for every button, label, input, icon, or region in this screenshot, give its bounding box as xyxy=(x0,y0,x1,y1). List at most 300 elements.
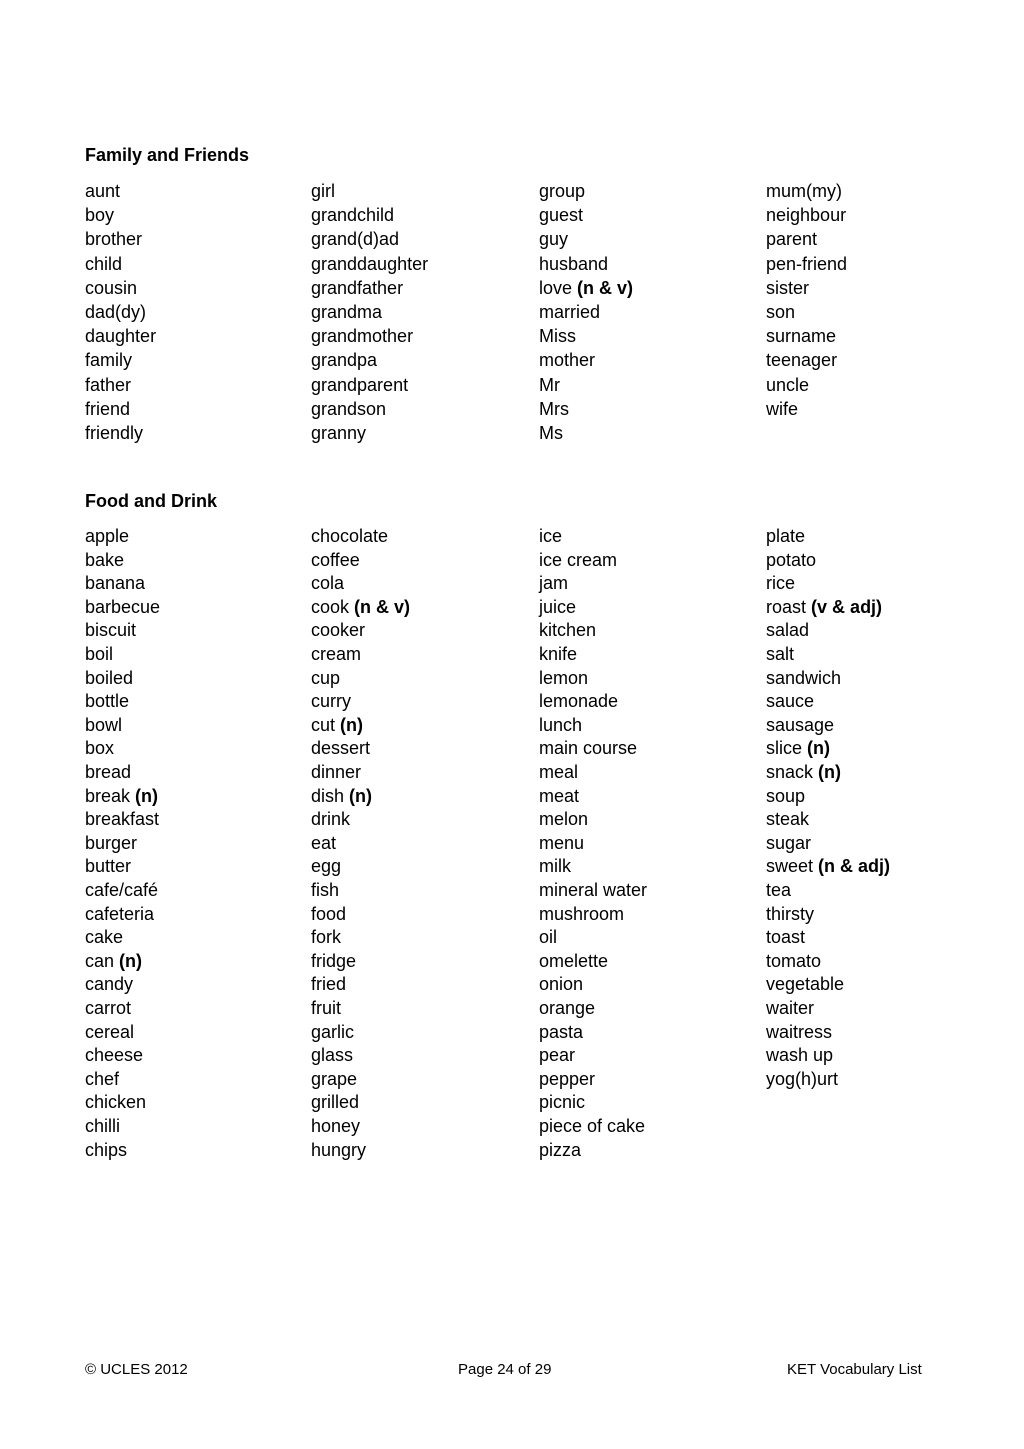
vocab-word-text: cook xyxy=(311,597,350,617)
vocab-word-text: chocolate xyxy=(311,526,389,546)
vocab-word-text: sauce xyxy=(766,691,815,711)
vocab-word-text: sweet xyxy=(766,856,814,876)
vocab-word-text: hungry xyxy=(311,1140,367,1160)
vocab-word xyxy=(85,738,114,758)
vocab-word-text: married xyxy=(539,302,601,322)
vocab-word-text: granddaughter xyxy=(311,254,429,274)
vocab-word-text: tomato xyxy=(766,951,822,971)
vocab-word xyxy=(539,1045,575,1065)
vocab-word-text: break xyxy=(85,786,131,806)
vocab-word-text: cake xyxy=(85,927,124,947)
vocab-word-text: barbecue xyxy=(85,597,161,617)
vocab-word-text: boiled xyxy=(85,668,134,688)
vocab-word xyxy=(85,550,124,570)
vocab-word xyxy=(85,1069,119,1089)
vocab-word-text: father xyxy=(85,375,132,395)
vocab-word xyxy=(539,229,568,249)
vocab-word-text: knife xyxy=(539,644,578,664)
vocab-word-text: parent xyxy=(766,229,818,249)
vocab-word-text: dinner xyxy=(311,762,362,782)
vocab-word xyxy=(766,350,837,370)
vocab-word-text: slice xyxy=(766,738,803,758)
vocab-word xyxy=(85,1045,143,1065)
vocab-word xyxy=(539,302,600,322)
vocab-word xyxy=(85,1022,134,1042)
vocab-word-text: picnic xyxy=(539,1092,586,1112)
part-of-speech-tag: (n) xyxy=(135,786,159,806)
vocab-word-text: cheese xyxy=(85,1045,144,1065)
vocab-word xyxy=(766,1069,838,1089)
vocab-word-text: mushroom xyxy=(539,904,625,924)
vocab-word xyxy=(311,856,341,876)
vocab-word xyxy=(766,254,847,274)
vocab-word xyxy=(539,375,560,395)
vocab-word-text: boil xyxy=(85,644,114,664)
vocab-word-text: cafe/café xyxy=(85,880,159,900)
vocab-word xyxy=(539,526,562,546)
vocab-word-text: breakfast xyxy=(85,809,160,829)
vocab-word xyxy=(766,526,805,546)
vocab-word-text: coffee xyxy=(311,550,360,570)
vocab-word xyxy=(311,927,341,947)
vocab-word xyxy=(85,423,143,443)
vocab-word-text: waitress xyxy=(766,1022,833,1042)
vocab-word-text: pizza xyxy=(539,1140,582,1160)
vocab-word-text: grandson xyxy=(311,399,387,419)
vocab-word xyxy=(311,1140,366,1160)
vocab-word xyxy=(85,904,154,924)
vocab-word-text: chips xyxy=(85,1140,128,1160)
vocab-word xyxy=(766,998,814,1018)
vocab-word-text: box xyxy=(85,738,115,758)
vocab-word-text: teenager xyxy=(766,350,838,370)
vocab-word xyxy=(766,786,805,806)
vocab-word-text: mineral water xyxy=(539,880,648,900)
vocab-word-text: candy xyxy=(85,974,134,994)
vocab-word-text: banana xyxy=(85,573,146,593)
vocab-word-text: meat xyxy=(539,786,580,806)
vocab-word xyxy=(766,762,841,782)
vocab-word xyxy=(311,762,361,782)
vocab-word xyxy=(85,597,160,617)
vocab-word-text: family xyxy=(85,350,133,370)
vocab-word xyxy=(85,302,146,322)
vocab-word xyxy=(766,927,805,947)
vocab-word-text: son xyxy=(766,302,796,322)
vocab-word xyxy=(311,620,365,640)
vocab-word xyxy=(766,302,795,322)
vocab-word xyxy=(85,375,131,395)
vocab-word-text: butter xyxy=(85,856,132,876)
vocab-word xyxy=(311,974,346,994)
part-of-speech-tag: (n) xyxy=(818,762,842,782)
vocab-word xyxy=(311,715,363,735)
vocab-word-text: sausage xyxy=(766,715,835,735)
vocab-word xyxy=(539,691,618,711)
vocab-word-text: soup xyxy=(766,786,806,806)
vocab-word xyxy=(85,856,131,876)
vocab-word-text: wife xyxy=(766,399,799,419)
vocab-word-text: fridge xyxy=(311,951,357,971)
vocab-word-text: fried xyxy=(311,974,347,994)
vocab-word-text: bowl xyxy=(85,715,123,735)
vocab-word xyxy=(85,644,113,664)
vocab-word xyxy=(85,951,142,971)
vocab-word xyxy=(311,1045,353,1065)
vocab-word-text: potato xyxy=(766,550,817,570)
vocab-word xyxy=(539,1069,595,1089)
vocab-word-text: friendly xyxy=(85,423,144,443)
vocab-word-text: snack xyxy=(766,762,814,782)
vocab-word-text: wash up xyxy=(766,1045,834,1065)
vocab-word xyxy=(539,833,584,853)
vocab-word xyxy=(85,326,156,346)
vocab-word xyxy=(85,809,159,829)
vocab-word-text: chilli xyxy=(85,1116,121,1136)
vocab-word-text: chef xyxy=(85,1069,120,1089)
vocab-word xyxy=(766,620,809,640)
vocab-word-text: thirsty xyxy=(766,904,815,924)
vocab-word-text: cafeteria xyxy=(85,904,155,924)
vocab-word-text: aunt xyxy=(85,181,121,201)
vocab-word xyxy=(766,974,844,994)
vocab-word-text: fork xyxy=(311,927,342,947)
vocab-word xyxy=(85,668,133,688)
vocab-word-text: onion xyxy=(539,974,584,994)
vocab-word xyxy=(311,181,335,201)
vocab-word-text: grandchild xyxy=(311,205,395,225)
vocab-word-text: surname xyxy=(766,326,837,346)
vocab-word-text: waiter xyxy=(766,998,815,1018)
vocab-word-text: dad(dy) xyxy=(85,302,147,322)
vocab-word xyxy=(85,229,142,249)
vocab-word-text: apple xyxy=(85,526,130,546)
vocab-word-text: dessert xyxy=(311,738,371,758)
vocab-word xyxy=(539,1092,585,1112)
vocab-word-text: glass xyxy=(311,1045,354,1065)
vocab-word-text: food xyxy=(311,904,347,924)
vocab-word xyxy=(539,620,596,640)
vocab-word xyxy=(539,668,588,688)
vocab-word-text: chicken xyxy=(85,1092,147,1112)
vocab-word-text: cut xyxy=(311,715,336,735)
vocab-word-text: child xyxy=(85,254,123,274)
vocab-word-text: friend xyxy=(85,399,131,419)
part-of-speech-tag: (n) xyxy=(349,786,373,806)
vocab-word xyxy=(85,620,136,640)
vocab-word-text: rice xyxy=(766,573,796,593)
vocab-word xyxy=(85,278,137,298)
vocab-word-text: granny xyxy=(311,423,367,443)
vocab-word xyxy=(85,786,158,806)
vocab-word xyxy=(85,974,133,994)
footer-document-title: KET Vocabulary List xyxy=(787,1361,922,1378)
vocab-word-text: brother xyxy=(85,229,143,249)
vocab-word-text: fruit xyxy=(311,998,342,1018)
vocab-word-text: burger xyxy=(85,833,138,853)
vocab-word xyxy=(85,833,137,853)
vocab-word xyxy=(766,880,791,900)
section-title-food-and-drink: Food and Drink xyxy=(85,491,217,511)
vocab-word xyxy=(311,998,341,1018)
vocab-word xyxy=(766,644,794,664)
vocab-word xyxy=(539,904,624,924)
vocab-word xyxy=(539,278,633,298)
vocab-word xyxy=(85,715,122,735)
vocab-word xyxy=(311,951,356,971)
vocab-word xyxy=(311,1116,360,1136)
vocab-word xyxy=(85,762,131,782)
vocab-word-text: Ms xyxy=(539,423,563,443)
vocab-word-text: yog(h)urt xyxy=(766,1069,839,1089)
footer-copyright: © UCLES 2012 xyxy=(85,1361,188,1378)
vocab-word xyxy=(539,738,637,758)
vocab-word xyxy=(539,715,582,735)
vocab-word-text: oil xyxy=(539,927,558,947)
vocab-word-text: carrot xyxy=(85,998,132,1018)
vocab-word-text: grape xyxy=(311,1069,358,1089)
vocab-word-text: drink xyxy=(311,809,351,829)
vocab-word xyxy=(766,904,814,924)
vocab-word-text: kitchen xyxy=(539,620,597,640)
vocab-word xyxy=(311,573,344,593)
vocab-word xyxy=(311,644,361,664)
part-of-speech-tag: (n & v) xyxy=(577,278,634,298)
vocab-word-text: melon xyxy=(539,809,589,829)
vocab-word-text: grandmother xyxy=(311,326,414,346)
vocab-word xyxy=(85,254,122,274)
vocab-word-text: salt xyxy=(766,644,795,664)
vocab-word xyxy=(766,399,798,419)
vocab-word xyxy=(766,205,846,225)
vocab-word-text: pear xyxy=(539,1045,576,1065)
vocab-word xyxy=(311,1022,354,1042)
vocab-word-text: girl xyxy=(311,181,336,201)
vocab-word-text: daughter xyxy=(85,326,157,346)
vocab-word-text: dish xyxy=(311,786,345,806)
vocab-word-text: menu xyxy=(539,833,585,853)
vocab-word xyxy=(311,278,403,298)
vocab-word-text: fish xyxy=(311,880,340,900)
vocab-word-text: juice xyxy=(539,597,577,617)
section-title-family-and-friends: Family and Friends xyxy=(85,145,250,165)
part-of-speech-tag: (n & adj) xyxy=(818,856,891,876)
vocab-word xyxy=(539,350,595,370)
vocab-word xyxy=(539,856,571,876)
vocab-word-text: sugar xyxy=(766,833,812,853)
vocab-word xyxy=(539,573,568,593)
vocab-word-text: grilled xyxy=(311,1092,360,1112)
vocab-word xyxy=(766,738,830,758)
vocab-word xyxy=(766,1022,832,1042)
vocab-word xyxy=(311,326,413,346)
vocab-word xyxy=(539,880,647,900)
vocab-word xyxy=(766,856,890,876)
vocab-word xyxy=(539,423,563,443)
vocab-word-text: cereal xyxy=(85,1022,135,1042)
vocab-word xyxy=(539,254,608,274)
vocab-word-text: vegetable xyxy=(766,974,845,994)
vocab-word-text: grandma xyxy=(311,302,383,322)
vocab-word-text: piece of cake xyxy=(539,1116,646,1136)
vocab-word xyxy=(85,1140,127,1160)
vocab-word xyxy=(539,1116,645,1136)
vocab-word-text: grandpa xyxy=(311,350,378,370)
vocab-word xyxy=(539,974,583,994)
vocab-word-text: honey xyxy=(311,1116,361,1136)
vocab-word xyxy=(766,326,836,346)
vocab-word xyxy=(539,181,585,201)
vocab-word-text: egg xyxy=(311,856,342,876)
vocab-word-text: salad xyxy=(766,620,810,640)
vocab-word-text: steak xyxy=(766,809,810,829)
vocab-word-text: bake xyxy=(85,550,125,570)
vocab-word xyxy=(311,738,370,758)
vocab-word xyxy=(311,691,351,711)
vocab-word xyxy=(311,526,388,546)
part-of-speech-tag: (n & v) xyxy=(354,597,411,617)
vocab-word-text: sister xyxy=(766,278,810,298)
vocab-word-text: cousin xyxy=(85,278,138,298)
vocab-word-text: roast xyxy=(766,597,807,617)
vocab-word xyxy=(539,399,569,419)
vocab-word xyxy=(766,951,821,971)
vocab-word xyxy=(311,375,408,395)
vocab-word xyxy=(766,668,841,688)
vocab-word-text: mother xyxy=(539,350,596,370)
vocab-word-text: cup xyxy=(311,668,341,688)
vocab-word-text: neighbour xyxy=(766,205,847,225)
vocab-word-text: group xyxy=(539,181,586,201)
vocab-word xyxy=(539,786,579,806)
vocab-word xyxy=(766,809,809,829)
vocab-word xyxy=(539,1022,583,1042)
vocab-word xyxy=(311,833,336,853)
vocab-word-text: grand(d)ad xyxy=(311,229,400,249)
vocab-word xyxy=(539,326,576,346)
vocab-word xyxy=(766,550,816,570)
vocab-word-text: orange xyxy=(539,998,596,1018)
vocab-word xyxy=(311,880,339,900)
vocab-word-text: curry xyxy=(311,691,351,711)
vocab-word xyxy=(85,573,145,593)
vocab-word-text: biscuit xyxy=(85,620,137,640)
vocab-word-text: bottle xyxy=(85,691,130,711)
vocab-word-text: grandfather xyxy=(311,278,404,298)
vocab-word-text: love xyxy=(539,278,573,298)
vocab-word xyxy=(539,998,595,1018)
vocab-word-text: main course xyxy=(539,738,638,758)
vocab-word xyxy=(85,399,130,419)
vocab-word-text: pen-friend xyxy=(766,254,848,274)
vocab-word-text: milk xyxy=(539,856,571,876)
part-of-speech-tag: (n) xyxy=(340,715,364,735)
vocab-word xyxy=(766,573,795,593)
vocab-word-text: cooker xyxy=(311,620,366,640)
vocab-word-text: lemon xyxy=(539,668,589,688)
vocab-word-text: boy xyxy=(85,205,115,225)
vocab-word xyxy=(85,998,131,1018)
vocab-word xyxy=(766,229,817,249)
vocab-word-text: eat xyxy=(311,833,337,853)
vocab-word-text: garlic xyxy=(311,1022,355,1042)
vocab-word xyxy=(85,350,132,370)
vocab-word-text: meal xyxy=(539,762,579,782)
vocab-word-text: ice cream xyxy=(539,550,618,570)
vocab-word xyxy=(311,1069,357,1089)
vocab-word xyxy=(85,1116,120,1136)
vocab-word-text: cream xyxy=(311,644,362,664)
vocab-word xyxy=(539,927,557,947)
vocab-word xyxy=(85,526,129,546)
vocab-word xyxy=(85,181,120,201)
part-of-speech-tag: (n) xyxy=(807,738,831,758)
vocab-word-text: toast xyxy=(766,927,806,947)
vocab-word-text: uncle xyxy=(766,375,810,395)
vocab-word-text: lemonade xyxy=(539,691,619,711)
vocab-word-text: grandparent xyxy=(311,375,409,395)
vocab-word xyxy=(539,1140,581,1160)
vocab-word xyxy=(766,833,811,853)
vocab-word-text: husband xyxy=(539,254,609,274)
vocab-word-text: bread xyxy=(85,762,132,782)
vocab-word xyxy=(766,691,814,711)
vocab-word xyxy=(766,278,809,298)
vocab-word xyxy=(539,550,617,570)
vocab-word-text: pepper xyxy=(539,1069,596,1089)
vocab-word xyxy=(311,302,382,322)
vocab-word xyxy=(85,205,114,225)
vocab-word xyxy=(539,597,576,617)
vocab-word-text: cola xyxy=(311,573,345,593)
vocab-word-text: omelette xyxy=(539,951,609,971)
footer-page-number: Page 24 of 29 xyxy=(458,1361,552,1378)
vocab-word-text: guest xyxy=(539,205,584,225)
vocab-word xyxy=(85,927,123,947)
vocab-word-text: Mrs xyxy=(539,399,569,419)
vocab-word xyxy=(311,786,372,806)
part-of-speech-tag: (n) xyxy=(119,951,143,971)
vocab-word xyxy=(311,399,386,419)
part-of-speech-tag: (v & adj) xyxy=(811,597,883,617)
vocab-word-text: mum(my) xyxy=(766,181,842,201)
vocab-word-text: Mr xyxy=(539,375,560,395)
vocab-word xyxy=(311,205,394,225)
vocab-word xyxy=(766,1045,833,1065)
vocab-word xyxy=(311,809,350,829)
vocab-word xyxy=(539,205,583,225)
vocab-word xyxy=(539,762,578,782)
vocab-word-text: lunch xyxy=(539,715,583,735)
vocab-word xyxy=(85,880,158,900)
vocab-word-text: tea xyxy=(766,880,792,900)
vocab-word xyxy=(311,1092,359,1112)
vocab-word xyxy=(85,1092,146,1112)
vocab-word-text: sandwich xyxy=(766,668,842,688)
vocab-word xyxy=(311,904,346,924)
vocab-word-text: ice xyxy=(539,526,563,546)
vocab-word xyxy=(539,644,577,664)
vocab-word xyxy=(311,550,360,570)
vocab-word xyxy=(766,597,882,617)
vocab-word xyxy=(311,350,377,370)
vocab-word-text: plate xyxy=(766,526,806,546)
vocab-word-text: Miss xyxy=(539,326,576,346)
vocab-word xyxy=(311,229,399,249)
vocab-word-text: can xyxy=(85,951,115,971)
vocab-word xyxy=(766,181,842,201)
vocab-word xyxy=(766,715,834,735)
